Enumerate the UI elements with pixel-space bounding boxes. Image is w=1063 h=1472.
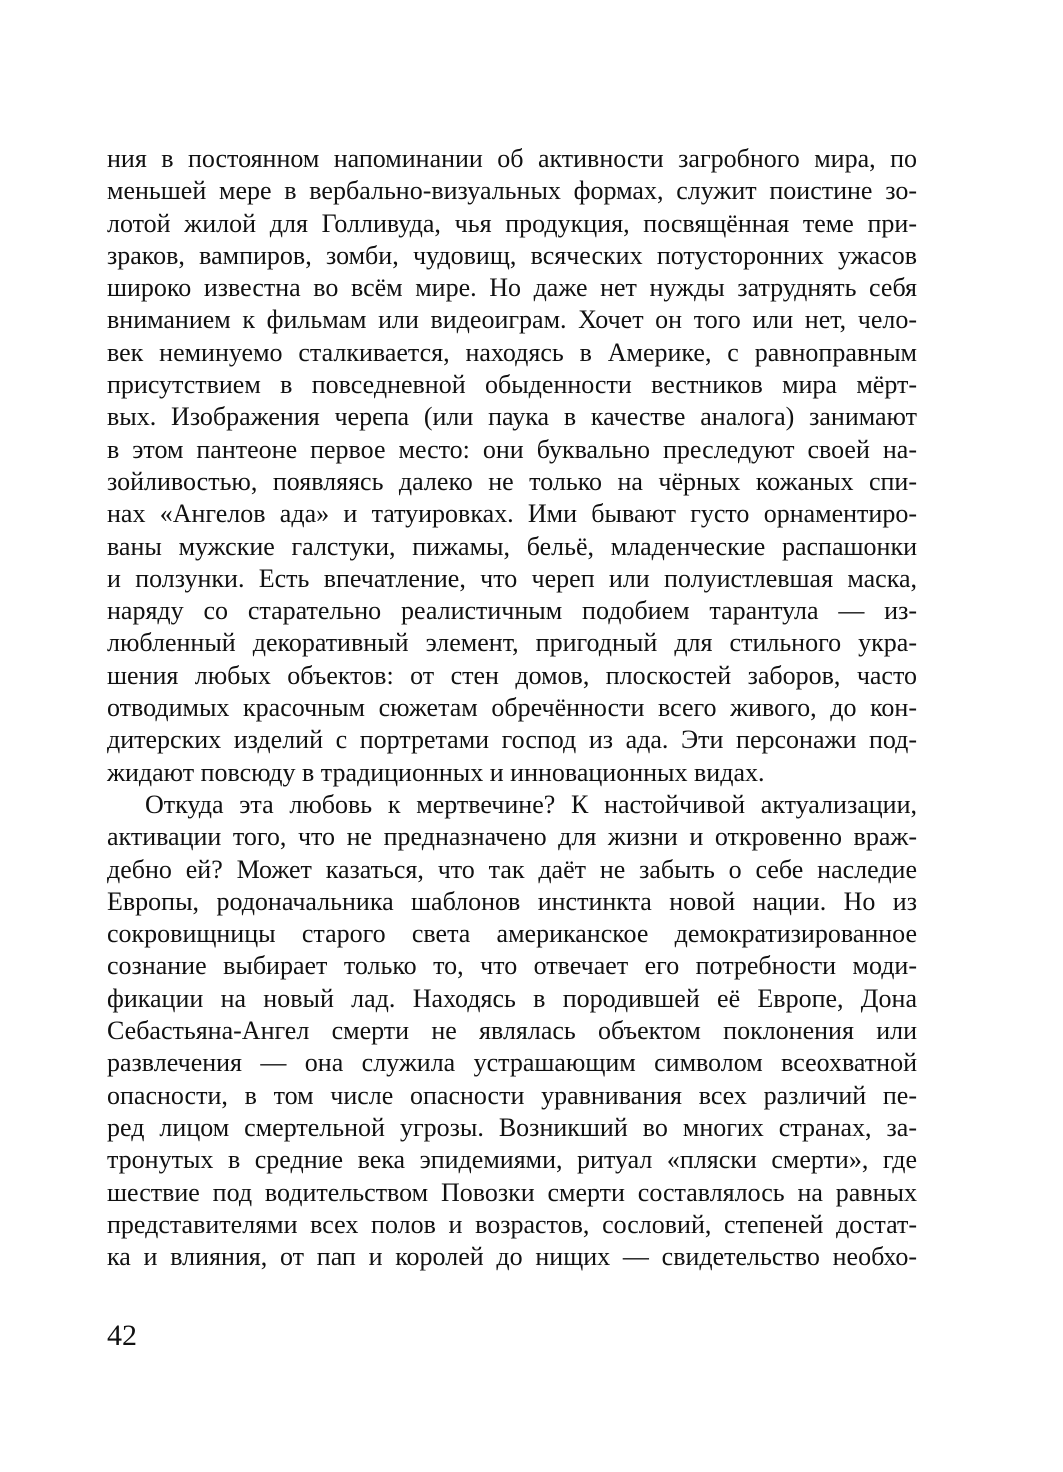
text-line: вых. Изображения черепа (или паука в качестве аналога) занимают bbox=[107, 402, 917, 432]
text-line: Откуда эта любовь к мертвечине? К настойчивой актуализации, bbox=[145, 789, 917, 819]
text-line: фикации на новый лад. Находясь в породившей её Европе, Дона bbox=[107, 983, 917, 1013]
text-line: шения любых объектов: от стен домов, плоскостей заборов, часто bbox=[107, 660, 917, 690]
text-line: сознание выбирает только то, что отвечает его потребности моди- bbox=[107, 951, 917, 981]
text-line: развлечения — она служила устрашающим символом всеохватной bbox=[107, 1048, 917, 1078]
text-line: ния в постоянном напоминании об активности загробного мира, по bbox=[107, 144, 917, 173]
text-line: ка и влияния, от пап и королей до нищих — свидетельство необхо- bbox=[107, 1242, 917, 1272]
text-line: сокровищницы старого света американское демократизированное bbox=[107, 919, 917, 949]
text-line: наряду со старательно реалистичным подобием тарантула — из- bbox=[107, 596, 917, 626]
text-line: век неминуемо сталкивается, находясь в Америке, с равноправным bbox=[107, 337, 917, 367]
text-line: представителями всех полов и возрастов, сословий, степеней достат- bbox=[107, 1209, 917, 1239]
page-number: 42 bbox=[107, 1319, 137, 1352]
text-line: ваны мужские галстуки, пижамы, бельё, младенческие распашонки bbox=[107, 531, 917, 561]
text-line: активации того, что не предназначено для жизни и откровенно враж- bbox=[107, 822, 917, 852]
paragraph bbox=[107, 143, 917, 789]
text-line: меньшей мере в вербально-визуальных формах, служит поистине зо- bbox=[107, 176, 917, 206]
text-line: и ползунки. Есть впечатление, что череп или полуистлевшая маска, bbox=[107, 563, 917, 593]
text-line: шествие под водительством Повозки смерти составлялось на равных bbox=[107, 1177, 917, 1207]
text-line: тронутых в средние века эпидемиями, ритуал «пляски смерти», где bbox=[107, 1145, 917, 1175]
text-line: Европы, родоначальника шаблонов инстинкта новой нации. Но из bbox=[107, 886, 917, 916]
text-line: дитерских изделий с портретами господ из ада. Эти персонажи под- bbox=[107, 725, 917, 755]
text-line: ред лицом смертельной угрозы. Возникший во многих странах, за- bbox=[107, 1112, 917, 1142]
body-text bbox=[107, 143, 917, 1273]
text-line: опасности, в том числе опасности уравнивания всех различий пе- bbox=[107, 1080, 917, 1110]
text-line: зойливостью, появляясь далеко не только на чёрных кожаных спи- bbox=[107, 466, 917, 496]
text-line: жидают повсюду в традиционных и инновационных видах. bbox=[107, 757, 765, 787]
text-line: лотой жилой для Голливуда, чья продукция, посвящённая теме при- bbox=[107, 208, 917, 238]
text-line: широко известна во всём мире. Но даже нет нужды затруднять себя bbox=[107, 273, 917, 303]
text-line: зраков, вампиров, зомби, чудовищ, всяческих потусторонних ужасов bbox=[107, 240, 917, 270]
text-line: вниманием к фильмам или видеоиграм. Хочет он того или нет, чело- bbox=[107, 305, 917, 335]
paragraph bbox=[107, 789, 917, 1273]
text-line: Себастьяна-Ангел смерти не являлась объектом поклонения или bbox=[107, 1016, 917, 1046]
text-line: любленный декоративный элемент, пригодный для стильного укра- bbox=[107, 628, 917, 658]
text-line: присутствием в повседневной обыденности вестников мира мёрт- bbox=[107, 370, 917, 400]
text-line: отводимых красочным сюжетам обречённости всего живого, до кон- bbox=[107, 693, 917, 723]
text-line: в этом пантеоне первое место: они буквально преследуют своей на- bbox=[107, 434, 917, 464]
text-line: дебно ей? Может казаться, что так даёт не забыть о себе наследие bbox=[107, 854, 917, 884]
text-line: нах «Ангелов ада» и татуировках. Ими бывают густо орнаментиро- bbox=[107, 499, 917, 529]
